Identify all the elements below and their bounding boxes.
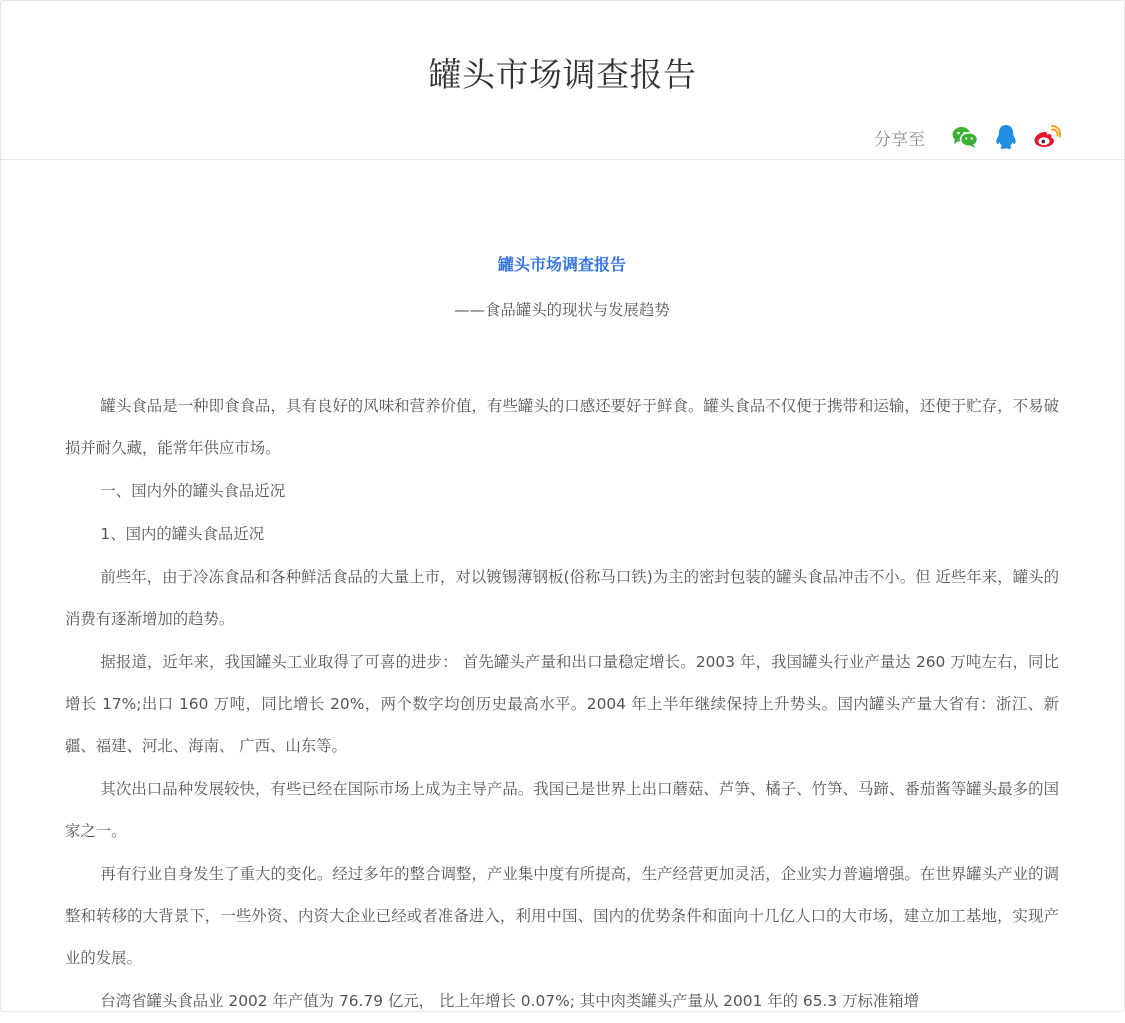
- paragraph: 据报道，近年来，我国罐头工业取得了可喜的进步： 首先罐头产量和出口量稳定增长。2003 年，我国罐头行业产量达 260 万吨左右，同比增长 17%;出口 160 万吨，同比增长 20%，两个数字均创历史最高水平。2004 年上半年继续保持上升势头。国内罐头产量大省有：浙江、新疆、福建、河北、海南、 广西、山东等。: [65, 653, 1059, 755]
- page-header: [1, 1, 1124, 160]
- paragraph: 罐头食品是一种即食食品，具有良好的风味和营养价值，有些罐头的口感还要好于鲜食。罐头食品不仅便于携带和运输，还便于贮存，不易破损并耐久藏，能常年供应市场。: [65, 397, 1059, 457]
- subsection-heading: 1、国内的罐头食品近况: [100, 525, 265, 543]
- paragraph: 其次出口品种发展较快，有些已经在国际市场上成为主导产品。我国已是世界上出口蘑菇、芦笋、橘子、竹笋、马蹄、番茄酱等罐头最多的国家之一。: [65, 780, 1059, 840]
- share-label: 分享至: [874, 129, 925, 150]
- paragraph: 再有行业自身发生了重大的变化。经过多年的整合调整，产业集中度有所提高，生产经营更加灵活，企业实力普遍增强。在世界罐头产业的调整和转移的大背景下，一些外资、内资大企业已经或者准备进入，利用中国、国内的优势条件和面向十几亿人口的大市场，建立加工基地，实现产业的发展。: [65, 865, 1059, 967]
- section-heading: 一、国内外的罐头食品近况: [100, 482, 286, 500]
- share-bar: [874, 122, 1062, 152]
- article-subtitle: ——食品罐头的现状与发展趋势: [454, 301, 670, 319]
- wechat-icon[interactable]: [950, 122, 980, 152]
- qq-icon[interactable]: [991, 122, 1021, 152]
- paragraph: 台湾省罐头食品业 2002 年产值为 76.79 亿元， 比上年增长 0.07%; 其中肉类罐头产量从 2001 年的 65.3 万标准箱增: [100, 992, 920, 1010]
- paragraph: 前些年，由于冷冻食品和各种鲜活食品的大量上市，对以镀锡薄钢板(俗称马口铁)为主的密封包装的罐头食品冲击不小。但 近些年来，罐头的消费有逐渐增加的趋势。: [65, 568, 1059, 628]
- weibo-icon[interactable]: [1032, 122, 1062, 152]
- page-title: 罐头市场调查报告: [428, 55, 697, 94]
- article-body: [65, 245, 1059, 1023]
- article-title: 罐头市场调查报告: [497, 255, 626, 274]
